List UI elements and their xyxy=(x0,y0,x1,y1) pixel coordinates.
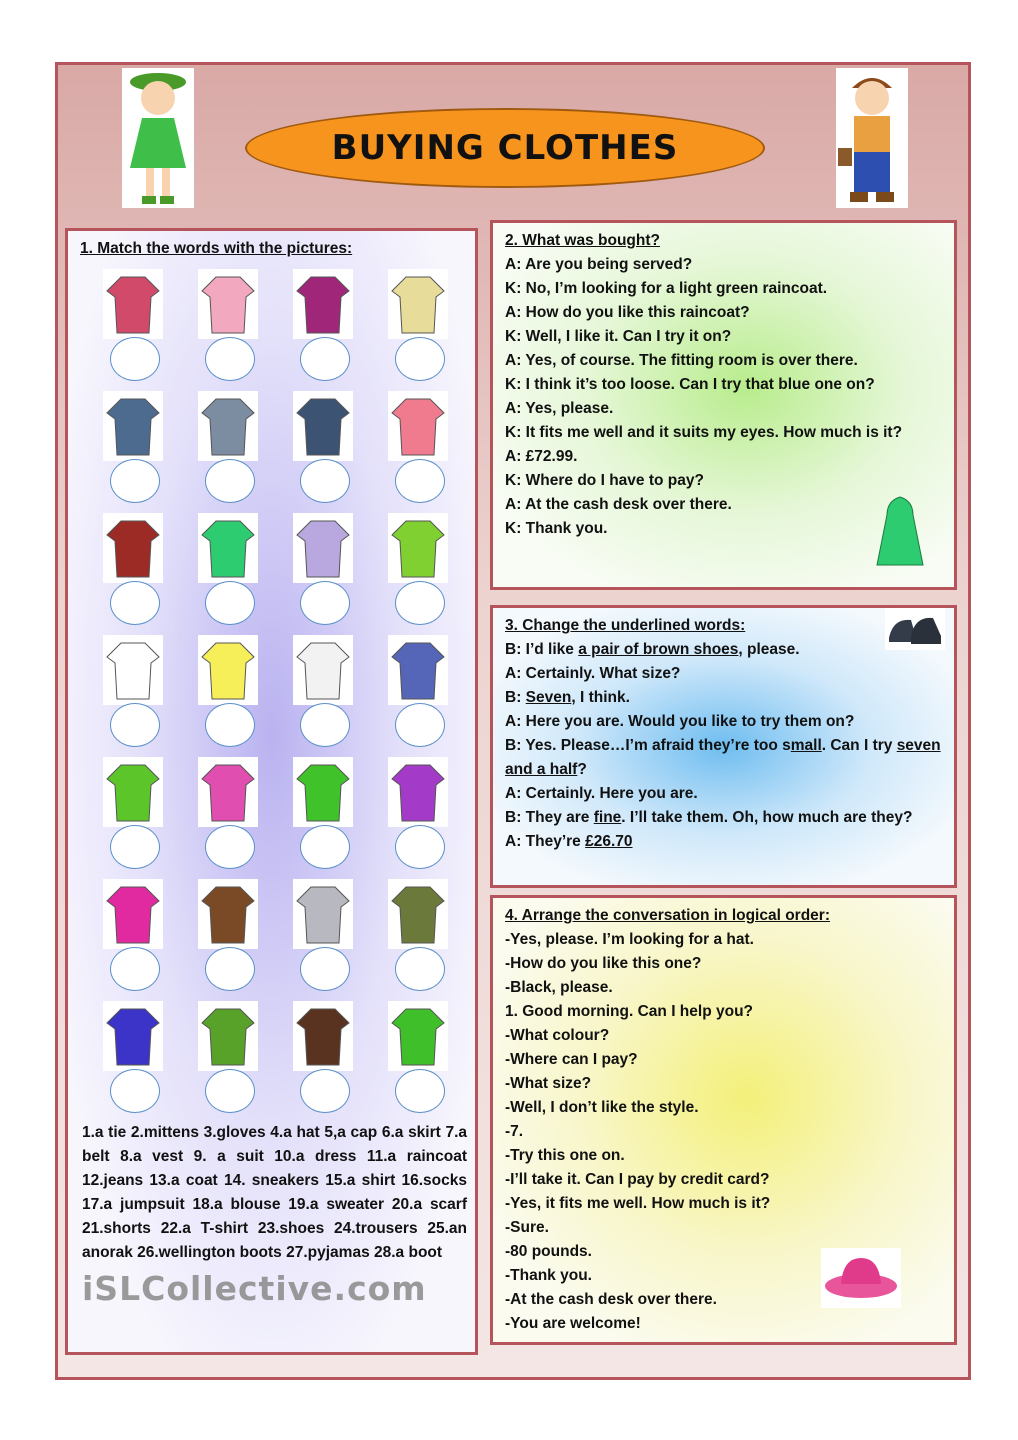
dialogue-line xyxy=(505,277,942,301)
section-4-heading: 4. Arrange the conversation in logical order: xyxy=(505,907,831,924)
answer-circle[interactable] xyxy=(110,703,160,747)
sneakers-icon xyxy=(293,879,353,949)
answer-circle[interactable] xyxy=(395,459,445,503)
page-title: BUYING CLOTHES xyxy=(245,108,765,188)
underlined-phrase: mall xyxy=(790,737,822,754)
line-text: -Where can I pay? xyxy=(505,1051,638,1068)
section-1-heading: 1. Match the words with the pictures: xyxy=(80,240,353,257)
picture-item xyxy=(183,513,278,635)
underlined-phrase: £26.70 xyxy=(585,833,633,850)
dialogue-line xyxy=(505,349,942,373)
section-change-underlined xyxy=(490,605,957,888)
picture-item xyxy=(278,391,373,513)
underlined-phrase: a pair of brown shoes xyxy=(578,641,739,658)
line-text: K: Where do I have to pay? xyxy=(505,472,704,489)
dialogue-line xyxy=(505,445,942,469)
section-arrange-conversation xyxy=(490,895,957,1345)
section-what-was-bought xyxy=(490,220,957,590)
socks-icon xyxy=(103,757,163,827)
jumpsuit-icon xyxy=(388,513,448,583)
answer-circle[interactable] xyxy=(110,947,160,991)
line-text: A: How do you like this raincoat? xyxy=(505,304,750,321)
answer-circle[interactable] xyxy=(205,825,255,869)
picture-item xyxy=(373,1001,468,1123)
trousers-icon xyxy=(388,635,448,705)
dialogue-line xyxy=(505,1144,942,1168)
vest-icon xyxy=(293,635,353,705)
line-text: B: Yes. Please…I’m afraid they’re too s xyxy=(505,737,791,754)
section-2-heading: 2. What was bought? xyxy=(505,232,660,249)
dialogue-line xyxy=(505,1048,942,1072)
line-text: -Thank you. xyxy=(505,1267,592,1284)
line-text: B: They are xyxy=(505,809,594,826)
picture-item xyxy=(88,391,183,513)
picture-item xyxy=(88,1001,183,1123)
dialogue-line xyxy=(505,397,942,421)
answer-circle[interactable] xyxy=(300,1069,350,1113)
hat-icon xyxy=(103,1001,163,1071)
dialogue-line xyxy=(505,1096,942,1120)
line-text: A: Certainly. Here you are. xyxy=(505,785,698,802)
line-text: -7. xyxy=(505,1123,524,1140)
dialogue-line xyxy=(505,952,942,976)
line-text: B: xyxy=(505,689,526,706)
dialogue-line xyxy=(505,928,942,952)
section-match-words xyxy=(65,228,478,1355)
dialogue-line xyxy=(505,806,942,830)
picture-item xyxy=(373,757,468,879)
raincoat-icon xyxy=(198,513,258,583)
line-text: -How do you like this one? xyxy=(505,955,702,972)
line-text: . I’ll take them. Oh, how much are they? xyxy=(621,809,913,826)
dialogue-3 xyxy=(505,638,942,854)
answer-circle[interactable] xyxy=(205,1069,255,1113)
answer-circle[interactable] xyxy=(110,459,160,503)
dialogue-line xyxy=(505,469,942,493)
scarf-icon xyxy=(293,757,353,827)
dialogue-line xyxy=(505,1312,942,1336)
answer-circle[interactable] xyxy=(110,1069,160,1113)
line-text: , I think. xyxy=(571,689,630,706)
sweater-icon xyxy=(293,269,353,339)
picture-item xyxy=(278,513,373,635)
answer-circle[interactable] xyxy=(205,581,255,625)
answer-circle[interactable] xyxy=(205,703,255,747)
line-text: K: No, I’m looking for a light green raincoat. xyxy=(505,280,828,297)
picture-item xyxy=(88,269,183,391)
underlined-phrase: seven and a half xyxy=(505,737,941,778)
dialogue-line xyxy=(505,710,942,734)
line-text: 1. Good morning. Can I help you? xyxy=(505,1003,753,1020)
raincoat-icon xyxy=(875,495,925,567)
underlined-phrase: fine xyxy=(593,809,622,826)
hat-icon xyxy=(821,1248,901,1308)
answer-circle[interactable] xyxy=(395,337,445,381)
line-text: -Try this one on. xyxy=(505,1147,625,1164)
line-text: -Black, please. xyxy=(505,979,613,996)
line-text: ? xyxy=(577,761,587,778)
picture-item xyxy=(183,635,278,757)
line-text: A: At the cash desk over there. xyxy=(505,496,732,513)
dialogue-line xyxy=(505,662,942,686)
dialogue-line xyxy=(505,1024,942,1048)
dialogue-line xyxy=(505,734,942,782)
line-text: -You are welcome! xyxy=(505,1315,641,1332)
line-text: . Can I try xyxy=(821,737,897,754)
picture-item xyxy=(373,513,468,635)
word-list-area xyxy=(82,1121,467,1309)
line-text: -Sure. xyxy=(505,1219,549,1236)
dialogue-line xyxy=(505,1192,942,1216)
answer-circle[interactable] xyxy=(300,947,350,991)
picture-item xyxy=(373,635,468,757)
girl-illustration xyxy=(122,68,194,208)
line-text: -80 pounds. xyxy=(505,1243,592,1260)
line-text: A: Certainly. What size? xyxy=(505,665,681,682)
picture-item xyxy=(88,879,183,1001)
t-shirt-icon xyxy=(388,391,448,461)
jeans-icon xyxy=(103,391,163,461)
answer-circle[interactable] xyxy=(395,581,445,625)
answer-circle[interactable] xyxy=(205,459,255,503)
answer-circle[interactable] xyxy=(205,947,255,991)
picture-item xyxy=(373,269,468,391)
dialogue-line xyxy=(505,1168,942,1192)
answer-circle[interactable] xyxy=(395,947,445,991)
section-3-heading: 3. Change the underlined words: xyxy=(505,617,746,634)
line-text: K: Thank you. xyxy=(505,520,608,537)
blouse-icon xyxy=(198,635,258,705)
answer-circle[interactable] xyxy=(300,337,350,381)
picture-item xyxy=(183,391,278,513)
answer-circle[interactable] xyxy=(395,825,445,869)
dialogue-line xyxy=(505,325,942,349)
dialogue-line xyxy=(505,1072,942,1096)
dialogue-line xyxy=(505,373,942,397)
line-text: A: They’re xyxy=(505,833,586,850)
picture-item xyxy=(183,757,278,879)
picture-item xyxy=(88,513,183,635)
anorak-icon xyxy=(103,269,163,339)
dialogue-line xyxy=(505,638,942,662)
tie-icon xyxy=(388,1001,448,1071)
dialogue-line xyxy=(505,421,942,445)
line-text: -I’ll take it. Can I pay by credit card? xyxy=(505,1171,770,1188)
high-heel-shoes-icon xyxy=(103,879,163,949)
picture-item xyxy=(278,1001,373,1123)
suit-icon xyxy=(293,391,353,461)
line-text: -Yes, it fits me well. How much is it? xyxy=(505,1195,771,1212)
answer-circle[interactable] xyxy=(300,825,350,869)
picture-item xyxy=(88,757,183,879)
dialogue-line xyxy=(505,1120,942,1144)
skirt-icon xyxy=(198,269,258,339)
picture-item xyxy=(373,879,468,1001)
line-text: A: Here you are. Would you like to try them on? xyxy=(505,713,855,730)
pyjamas-icon xyxy=(293,513,353,583)
dialogue-line xyxy=(505,830,942,854)
line-text: K: I think it’s too loose. Can I try that blue one on? xyxy=(505,376,875,393)
gloves-icon xyxy=(198,757,258,827)
dialogue-line xyxy=(505,253,942,277)
boot-icon xyxy=(198,879,258,949)
answer-circle[interactable] xyxy=(300,581,350,625)
line-text: K: It fits me well and it suits my eyes. How much is it? xyxy=(505,424,903,441)
dialogue-line xyxy=(505,976,942,1000)
answer-circle[interactable] xyxy=(300,703,350,747)
line-text: B: I’d like xyxy=(505,641,579,658)
line-text: -At the cash desk over there. xyxy=(505,1291,717,1308)
line-text: A: Are you being served? xyxy=(505,256,693,273)
answer-circle[interactable] xyxy=(205,337,255,381)
picture-grid xyxy=(88,269,468,1123)
wellington-boots-icon xyxy=(388,879,448,949)
picture-item xyxy=(88,635,183,757)
picture-item xyxy=(278,635,373,757)
line-text: , please. xyxy=(738,641,800,658)
line-text: -What colour? xyxy=(505,1027,610,1044)
picture-item xyxy=(373,391,468,513)
picture-item xyxy=(278,879,373,1001)
coat-icon xyxy=(103,513,163,583)
belt-icon xyxy=(293,1001,353,1071)
answer-circle[interactable] xyxy=(110,337,160,381)
picture-item xyxy=(183,269,278,391)
cap-icon xyxy=(198,1001,258,1071)
boy-illustration xyxy=(836,68,908,208)
underlined-phrase: Seven xyxy=(525,689,572,706)
answer-circle[interactable] xyxy=(395,1069,445,1113)
answer-circle[interactable] xyxy=(395,703,445,747)
watermark: iSLCollective.com xyxy=(82,1269,427,1308)
picture-item xyxy=(183,1001,278,1123)
dress-icon xyxy=(388,269,448,339)
answer-circle[interactable] xyxy=(110,581,160,625)
picture-item xyxy=(278,269,373,391)
shorts-icon xyxy=(198,391,258,461)
dialogue-line xyxy=(505,686,942,710)
line-text: A: Yes, of course. The fitting room is over there. xyxy=(505,352,858,369)
word-list: 1.a tie 2.mittens 3.gloves 4.a hat 5,a cap 6.a skirt 7.a belt 8.a vest 9. a suit 10.a dress 11.a raincoat 12.jeans 13.a coat 14. sneakers 15.a shirt 16.socks 17.a jumpsuit 18.a blouse 19.a sweater 20.a scarf 21.shorts 22.a T-shirt 23.shoes 24.trousers 25.an anorak 26.wellington boots 27.pyjamas 28.a boot xyxy=(82,1124,467,1261)
picture-item xyxy=(183,879,278,1001)
dialogue-line xyxy=(505,782,942,806)
dialogue-line xyxy=(505,1000,942,1024)
picture-item xyxy=(278,757,373,879)
mittens-icon xyxy=(388,757,448,827)
answer-circle[interactable] xyxy=(110,825,160,869)
line-text: -What size? xyxy=(505,1075,592,1092)
dialogue-line xyxy=(505,1216,942,1240)
shoes-icon xyxy=(885,608,945,650)
line-text: K: Well, I like it. Can I try it on? xyxy=(505,328,732,345)
line-text: -Yes, please. I’m looking for a hat. xyxy=(505,931,754,948)
answer-circle[interactable] xyxy=(300,459,350,503)
line-text: A: £72.99. xyxy=(505,448,578,465)
shirt-icon xyxy=(103,635,163,705)
dialogue-line xyxy=(505,301,942,325)
line-text: -Well, I don’t like the style. xyxy=(505,1099,699,1116)
line-text: A: Yes, please. xyxy=(505,400,614,417)
